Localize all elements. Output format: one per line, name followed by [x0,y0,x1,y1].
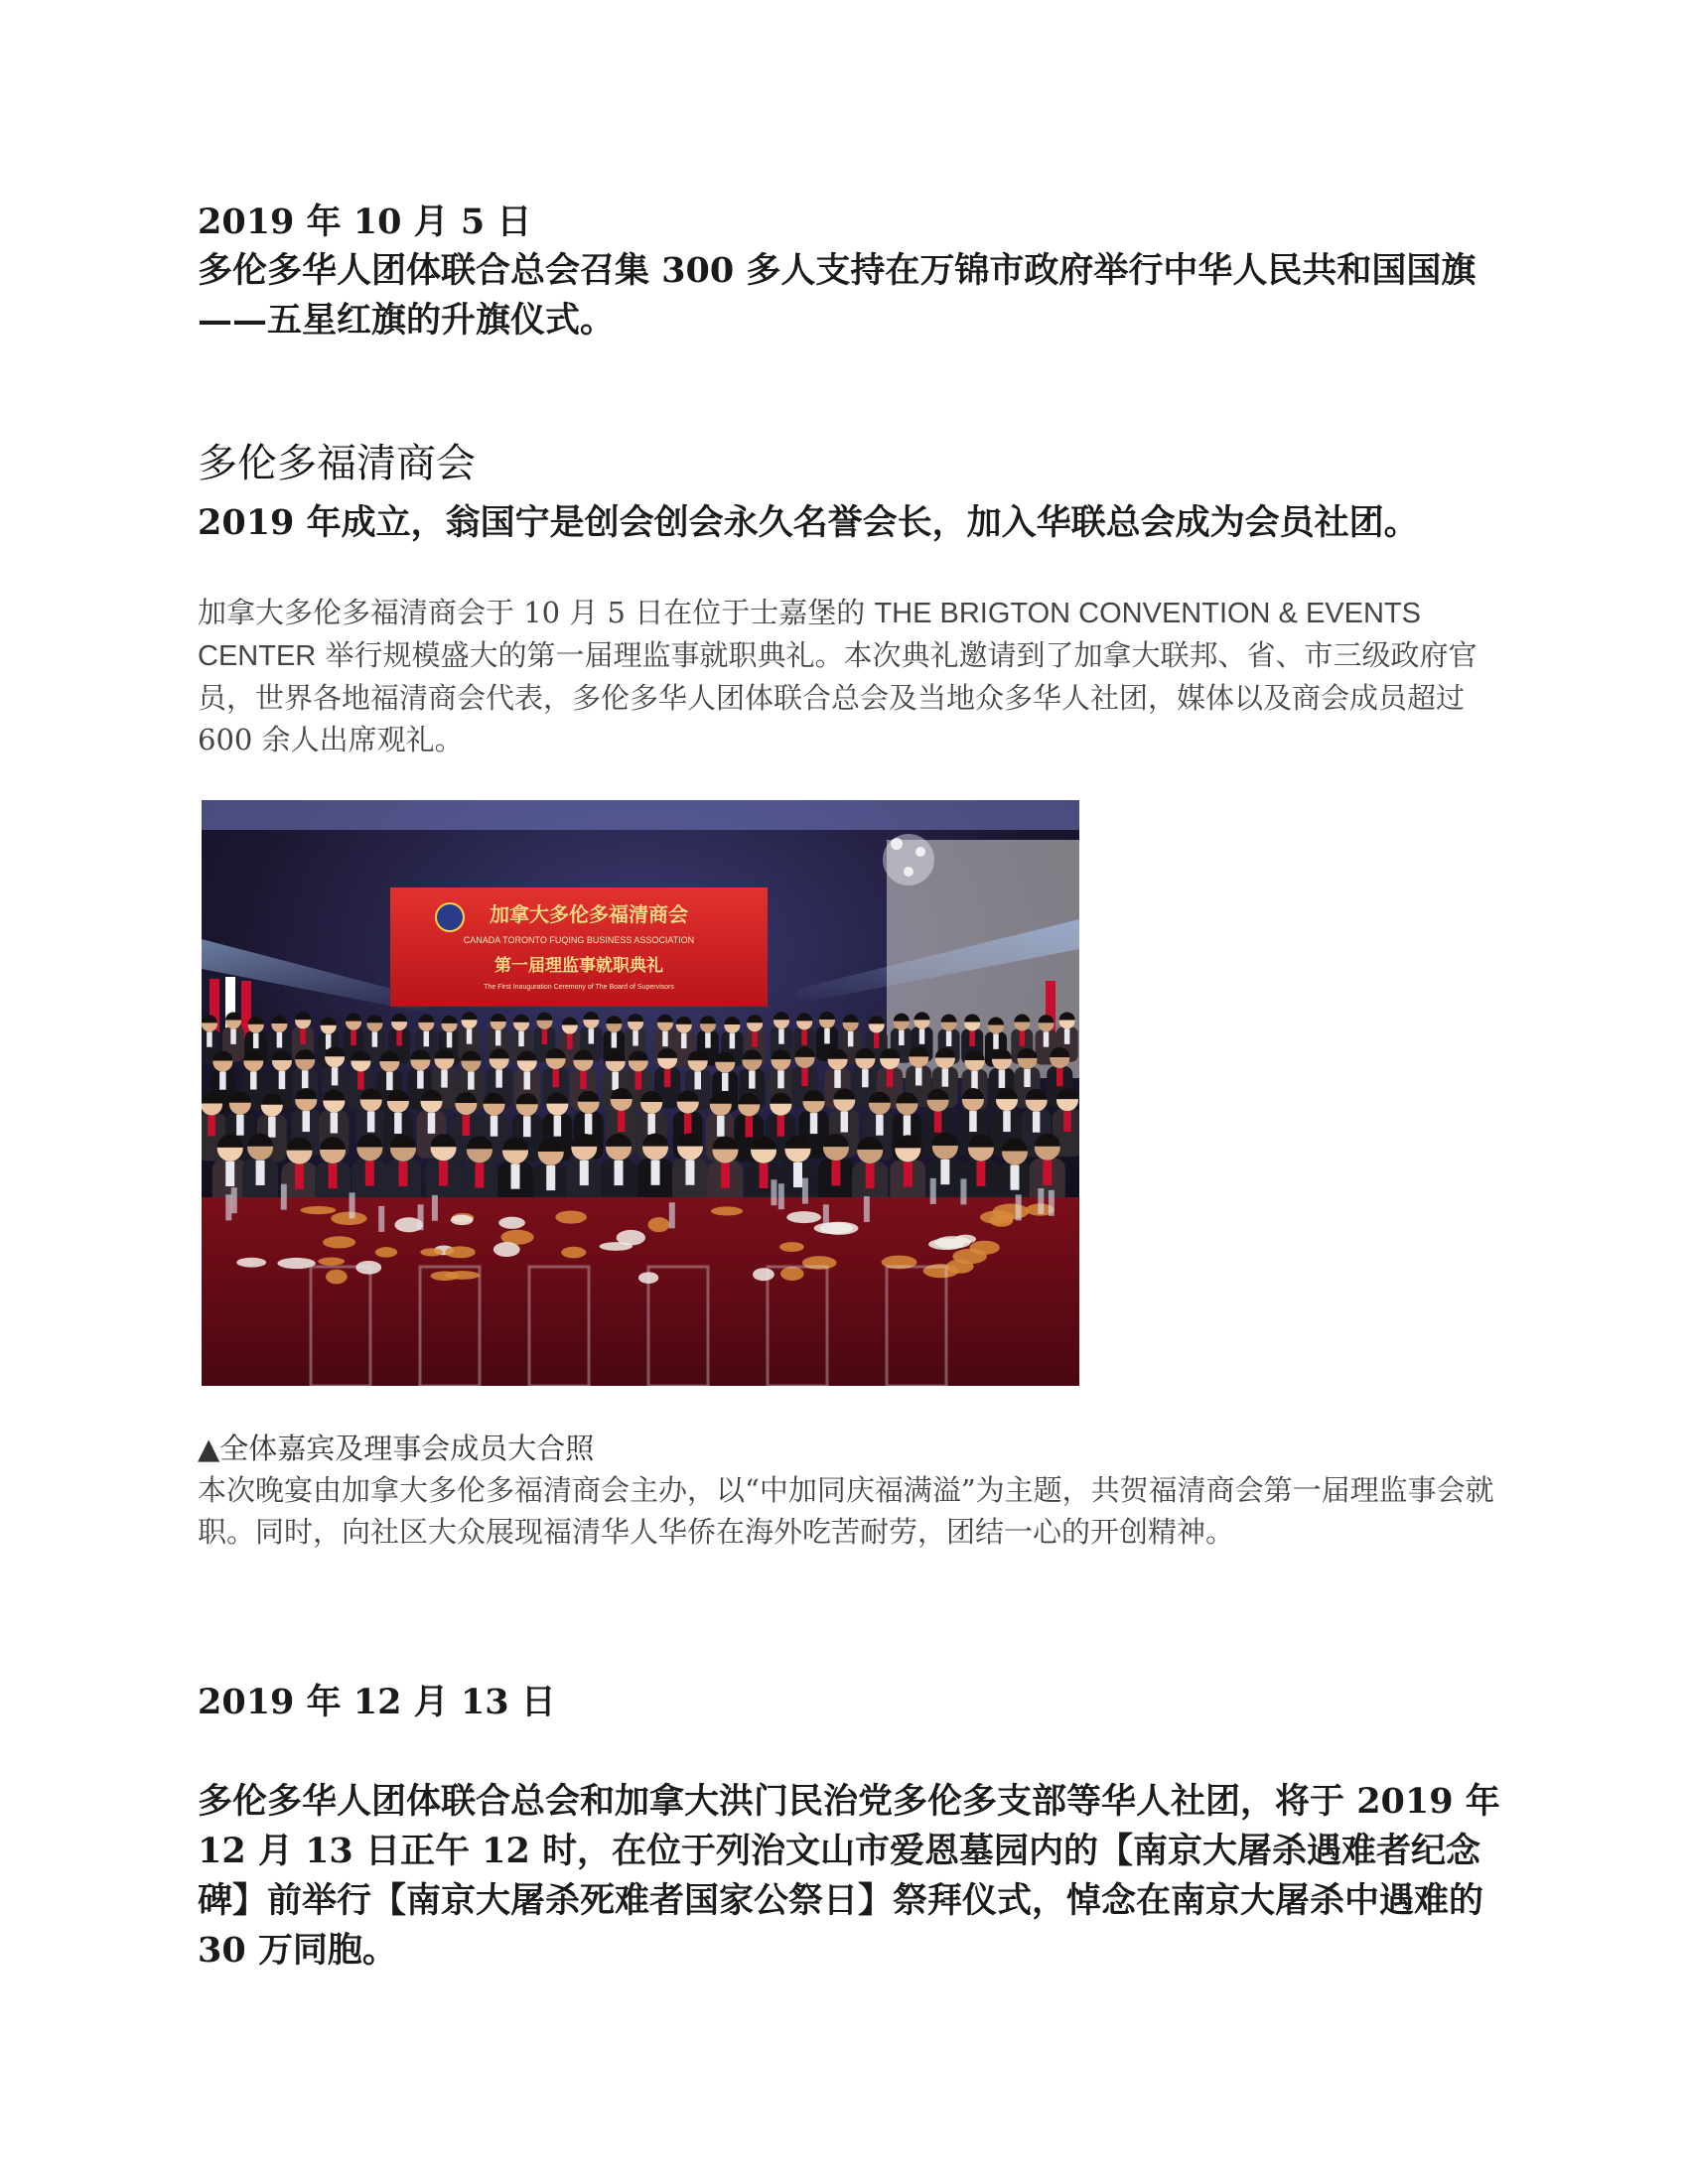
org-subtitle: 2019 年成立，翁国宁是创会创会永久名誉会长，加入华联总会成为会员社团。 [198,502,1419,543]
banner-line-4: The First Inauguration Ceremony of The Board of Supervisors [484,984,674,991]
flag-raising-headline: 多伦多华人团体联合总会召集 300 多人支持在万锦市政府举行中华人民共和国国旗——五星红旗的升旗仪式。 [198,250,1477,341]
group-photo [202,800,1079,1386]
paragraph-text-b: 举行规模盛大的第一届理监事就职典礼。本次典礼邀请到了加拿大联邦、省、市三级政府官员，世界各地福清商会代表，多伦多华人团体联合总会及当地众多华人社团，媒体以及商会成员超过 600 余人出席观礼。 [198,638,1477,756]
photo-caption: ▲全体嘉宾及理事会成员大合照 [198,1432,595,1465]
banner-line-3: 第一届理监事就职典礼 [494,956,663,976]
banner-line-2: CANADA TORONTO FUQING BUSINESS ASSOCIATION [463,935,695,945]
inauguration-paragraph [198,592,1498,760]
venue-name: THE BRIGTON CONVENTION & EVENTS CENTER [198,598,1421,672]
memorial-paragraph: 多伦多华人团体联合总会和加拿大洪门民治党多伦多支部等华人社团，将于 2019 年 12 月 13 日正午 12 时，在位于列治文山市爱恩墓园内的【南京大屠杀遇难者纪念碑】前举行【南京大屠杀死难者国家公祭日】祭拜仪式，悼念在南京大屠杀中遇难的 30 万同胞。 [198,1781,1500,1971]
banquet-paragraph: 本次晚宴由加拿大多伦多福清商会主办，以“中加同庆福满溢”为主题，共贺福清商会第一届理监事会就职。同时，向社区大众展现福清华人华侨在海外吃苦耐劳，团结一心的开创精神。 [198,1473,1494,1549]
org-title: 多伦多福清商会 [198,441,476,486]
crowd [202,1012,1079,1221]
event-date-dec-13: 2019 年 12 月 13 日 [198,1682,556,1722]
event-date-oct-5: 2019 年 10 月 5 日 [198,202,532,242]
banner-line-1: 加拿大多伦多福清商会 [490,902,688,926]
chandelier [883,834,934,886]
paragraph-text-a: 加拿大多伦多福清商会于 10 月 5 日在位于士嘉堡的 [198,596,875,629]
